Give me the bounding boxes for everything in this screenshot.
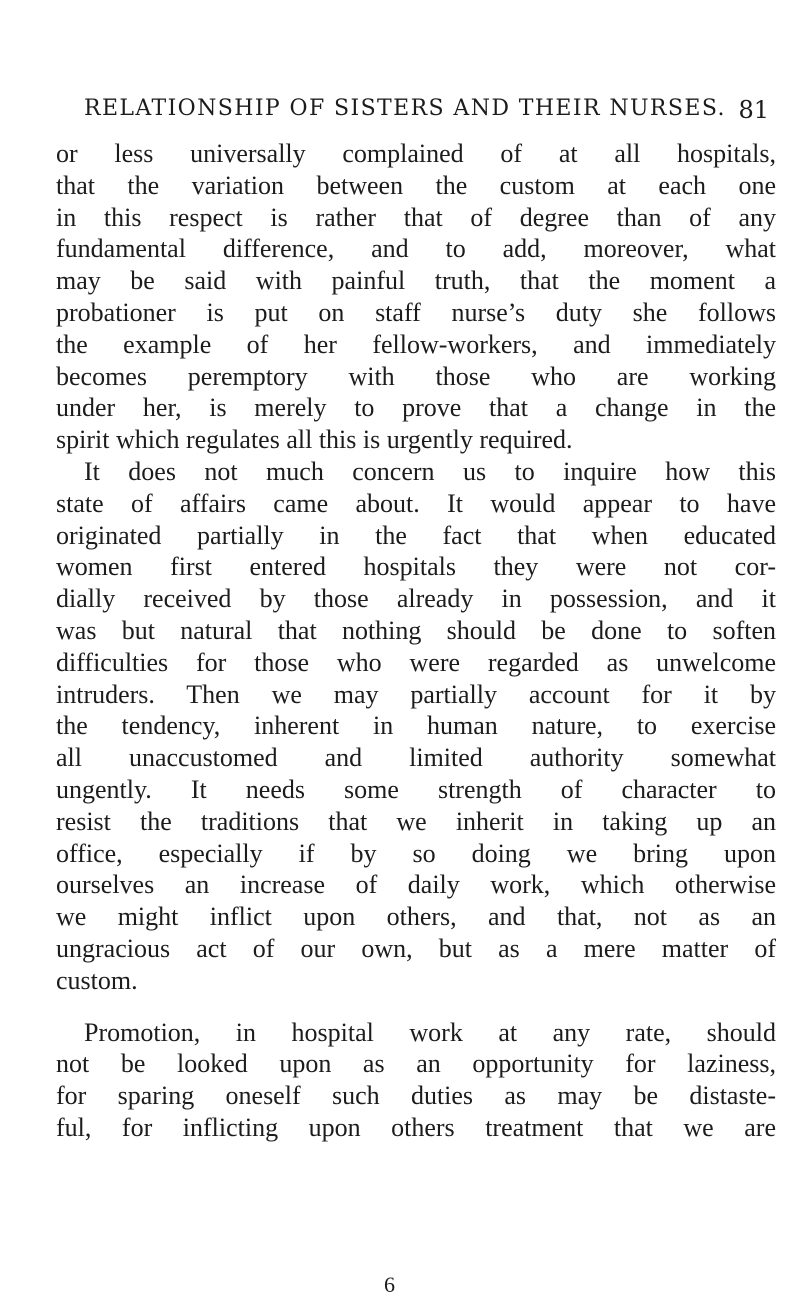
text-line: may be said with painful truth, that the moment a bbox=[56, 266, 776, 296]
page-number: 81 bbox=[738, 96, 769, 124]
text-line: office, especially if by so doing we bring upon bbox=[56, 838, 776, 868]
text-line: resist the traditions that we inherit in taking up an bbox=[56, 806, 776, 836]
text-line: becomes peremptory with those who are working bbox=[56, 361, 776, 391]
text-line: Promotion, in hospital work at any rate, should bbox=[84, 1017, 776, 1047]
text-line: It does not much concern us to inquire how this bbox=[84, 456, 776, 486]
text-line: intruders. Then we may partially account for it by bbox=[56, 679, 776, 709]
text-line: originated partially in the fact that when educated bbox=[56, 520, 776, 550]
text-line: all unaccustomed and limited authority somewhat bbox=[56, 743, 776, 773]
text-line: custom. bbox=[56, 965, 138, 995]
text-line: we might inflict upon others, and that, not as an bbox=[56, 902, 776, 932]
text-line: state of affairs came about. It would appear to have bbox=[56, 488, 776, 518]
text-line: the example of her fellow-workers, and immediately bbox=[56, 329, 776, 359]
text-line: in this respect is rather that of degree than of any bbox=[56, 202, 776, 232]
signature-mark: 6 bbox=[384, 1272, 395, 1297]
text-line: or less universally complained of at all hospitals, bbox=[56, 139, 776, 168]
paragraph-2 bbox=[56, 456, 776, 997]
text-line: difficulties for those who were regarded as unwelcome bbox=[56, 647, 776, 677]
body-text bbox=[56, 138, 776, 1144]
text-line: probationer is put on staff nurse’s duty she follows bbox=[56, 297, 776, 327]
text-line: ungently. It needs some strength of character to bbox=[56, 774, 776, 804]
text-line: under her, is merely to prove that a change in the bbox=[56, 393, 776, 423]
text-line: not be looked upon as an opportunity for laziness, bbox=[56, 1049, 776, 1079]
text-line: was but natural that nothing should be done to soften bbox=[56, 615, 776, 645]
running-header bbox=[84, 96, 769, 130]
text-line: women first entered hospitals they were not cor- bbox=[56, 552, 776, 582]
paragraph-1 bbox=[56, 138, 776, 456]
paragraph-3 bbox=[56, 1017, 776, 1144]
paragraph-gap bbox=[56, 997, 776, 1017]
text-line: ungracious act of our own, but as a mere matter of bbox=[56, 933, 776, 963]
text-line: fundamental difference, and to add, moreover, what bbox=[56, 234, 776, 264]
text-line: that the variation between the custom at each one bbox=[56, 170, 776, 200]
running-header-title: RELATIONSHIP OF SISTERS AND THEIR NURSES. bbox=[84, 96, 726, 121]
text-line: spirit which regulates all this is urgently required. bbox=[56, 425, 573, 455]
text-line: ful, for inflicting upon others treatment that we are bbox=[56, 1112, 776, 1142]
text-line: ourselves an increase of daily work, which otherwise bbox=[56, 870, 776, 900]
text-line: dially received by those already in possession, and it bbox=[56, 584, 776, 614]
text-line: for sparing oneself such duties as may be distaste- bbox=[56, 1081, 776, 1111]
text-line: the tendency, inherent in human nature, to exercise bbox=[56, 711, 776, 741]
